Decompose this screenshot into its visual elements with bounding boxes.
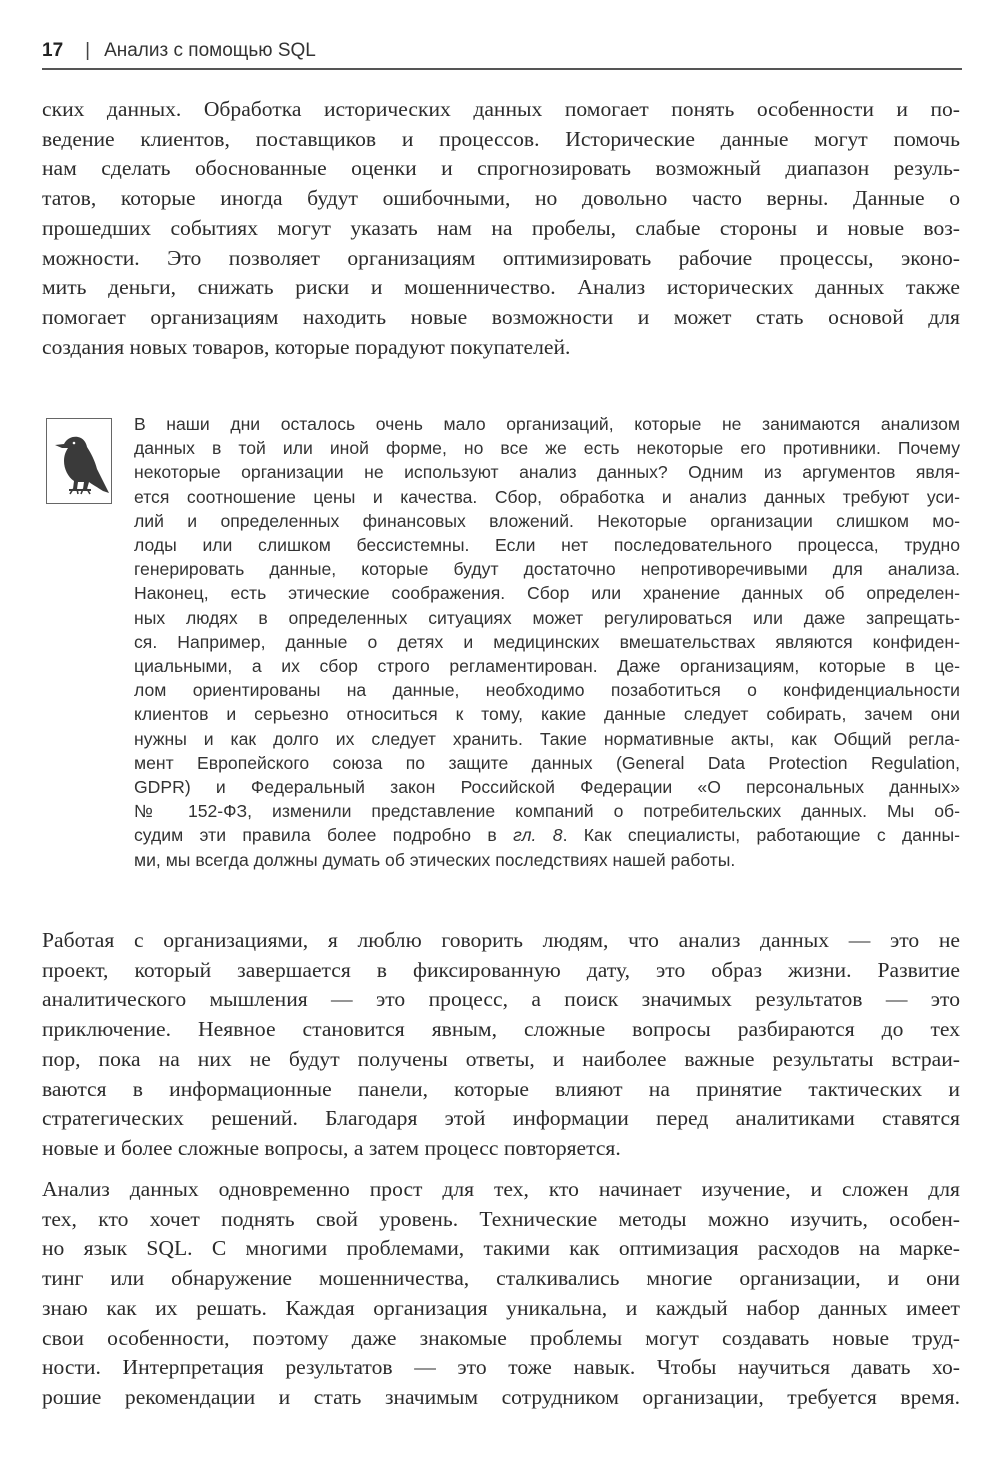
- note-line: лий и определенных финансовых вложений. Некоторые организации слишком мо-: [134, 510, 960, 531]
- chapter-reference: гл. 8: [513, 825, 563, 846]
- text-line: Работая с организациями, я люблю говорить людям, что анализ данных — это не: [42, 928, 960, 952]
- text-line: ности. Интерпретация результатов — это тоже навык. Чтобы научиться давать хо-: [42, 1355, 960, 1380]
- note-line: Наконец, есть этические соображения. Сбор или хранение данных об определен-: [134, 583, 960, 604]
- text-line: пор, пока на них не будут получены ответы, и наиболее важные результаты встраи-: [42, 1046, 960, 1071]
- raven-icon: [46, 418, 112, 504]
- text-line: мить деньги, снижать риски и мошенничество. Анализ исторических данных также: [42, 275, 960, 300]
- note-block: [134, 412, 960, 872]
- text-line: но язык SQL. С многими проблемами, такими как оптимизация расходов на марке-: [42, 1236, 960, 1261]
- text-line: татов, которые иногда будут ошибочными, но довольно часто верны. Данные о: [42, 186, 960, 211]
- text-line: приключение. Неявное становится явным, сложные вопросы разбираются до тех: [42, 1017, 960, 1042]
- text-line: аналитического мышления — это процесс, а поиск значимых результатов — это: [42, 987, 960, 1012]
- note-line: ся. Например, данные о детях и медицинских вмешательствах являются конфиден-: [134, 631, 960, 652]
- text-line: ваются в информационные панели, которые влияют на принятие тактических и: [42, 1076, 960, 1101]
- text-line: проект, который завершается в фиксированную дату, это образ жизни. Развитие: [42, 957, 960, 982]
- paragraph-3: [42, 1175, 960, 1413]
- note-line: некоторые организации не используют анализ данных? Одним из аргументов явля-: [134, 462, 960, 483]
- text-line: Анализ данных одновременно прост для тех, кто начинает изучение, и сложен для: [42, 1177, 960, 1201]
- running-title: Анализ с помощью SQL: [104, 40, 316, 61]
- header-rule: [42, 68, 962, 70]
- note-line: мент Европейского союза по защите данных (General Data Protection Regulation,: [134, 752, 960, 773]
- text-line: тинг или обнаружение мошенничества, сталкивались многие организации, и они: [42, 1266, 960, 1291]
- text-line: помогает организациям находить новые возможности и может стать основой для: [42, 304, 960, 329]
- text-line: рошие рекомендации и стать значимым сотрудником организации, требуется время.: [42, 1384, 960, 1409]
- note-text: . Как специалисты, работающие с данны-: [562, 825, 960, 846]
- note-line: В наши дни осталось очень мало организаций, которые не занимаются анализом: [134, 414, 960, 434]
- note-line: № 152-ФЗ, изменили представление компаний о потребительских данных. Мы об-: [134, 801, 960, 822]
- note-line: генерировать данные, которые будут достаточно непротиворечивыми для анализа.: [134, 559, 960, 580]
- text-line: свои особенности, поэтому даже знакомые проблемы могут создавать новые труд-: [42, 1325, 960, 1350]
- note-line: данных в той или иной форме, но все же есть некоторые его противники. Почему: [134, 438, 960, 459]
- note-line: ных людях в определенных ситуациях может регулироваться или даже запрещать-: [134, 607, 960, 628]
- note-line: ется соотношение цены и качества. Сбор, обработка и анализ данных требуют уси-: [134, 486, 960, 507]
- text-line: стратегических решений. Благодаря этой информации перед аналитиками ставятся: [42, 1106, 960, 1131]
- text-line: ских данных. Обработка исторических данных помогает понять особенности и по-: [42, 97, 960, 121]
- note-line: лом ориентированы на данные, необходимо позаботиться о конфиденциальности: [134, 680, 960, 701]
- text-line: тех, кто хочет поднять свой уровень. Технические методы можно изучить, особен-: [42, 1206, 960, 1231]
- note-line: GDPR) и Федеральный закон Российской Федерации «О персональных данных»: [134, 777, 960, 798]
- note-line: [134, 823, 960, 847]
- page-header: [42, 40, 962, 70]
- text-line: можности. Это позволяет организациям оптимизировать рабочие процессы, эконо-: [42, 245, 960, 270]
- page-number: 17: [42, 40, 64, 61]
- note-line: циальными, а их сбор строго регламентирован. Даже организациям, которые в це-: [134, 656, 960, 677]
- note-line: лоды или слишком бессистемны. Если нет последовательного процесса, трудно: [134, 535, 960, 556]
- text-line: знаю как их решать. Каждая организация уникальна, и каждый набор данных имеет: [42, 1295, 960, 1320]
- header-separator: |: [85, 40, 91, 61]
- note-line: клиентов и серьезно относиться к тому, какие данные следует собирать, зачем они: [134, 704, 960, 725]
- text-line: новые и более сложные вопросы, а затем процесс повторяется.: [42, 1135, 621, 1160]
- text-line: создания новых товаров, которые порадуют покупателей.: [42, 334, 571, 359]
- note-line: нужны и как долго их следует хранить. Такие нормативные акты, как Общий регла-: [134, 728, 960, 749]
- text-line: прошедших событиях могут указать нам на пробелы, слабые стороны и новые воз-: [42, 215, 960, 240]
- text-line: нам сделать обоснованные оценки и спрогнозировать возможный диапазон резуль-: [42, 156, 960, 181]
- text-line: ведение клиентов, поставщиков и процессов. Исторические данные могут помочь: [42, 126, 960, 151]
- note-line: ми, мы всегда должны думать об этических последствиях нашей работы.: [134, 849, 736, 870]
- note-text: судим эти правила более подробно в: [134, 825, 514, 846]
- paragraph-2: [42, 926, 960, 1164]
- paragraph-1: [42, 95, 960, 362]
